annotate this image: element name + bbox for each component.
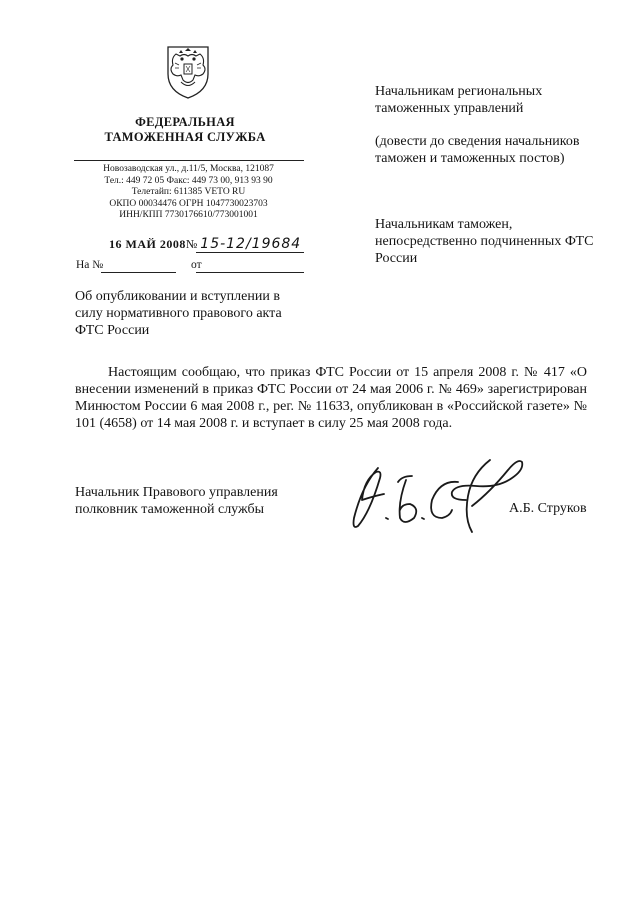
addressee-regional: Начальникам региональных таможенных управлений xyxy=(375,84,543,116)
signatory-name: А.Б. Струков xyxy=(509,501,587,516)
reference-number-line xyxy=(101,272,176,273)
contact-line: ОКПО 00034476 ОГРН 1047730023703 xyxy=(109,198,268,209)
reference-date-line xyxy=(196,272,304,273)
subject-heading: Об опубликовании и вступлении в силу нормативного правового акта ФТС России xyxy=(75,289,282,338)
contact-line: Тел.: 449 72 05 Факс: 449 73 00, 913 93 90 xyxy=(104,175,273,186)
registration-date: 16 МАЙ 2008 xyxy=(109,237,186,251)
header-divider xyxy=(74,160,304,161)
registration-line xyxy=(76,236,301,252)
signatory-title xyxy=(75,484,335,518)
signatory-position: Начальник Правового управления xyxy=(75,485,278,500)
registration-number: 15-12/19684 xyxy=(200,236,302,252)
registration-underline xyxy=(196,252,304,253)
letter-body xyxy=(75,364,587,432)
addressee-customs: Начальникам таможен, непосредственно подчиненных ФТС России xyxy=(375,217,594,266)
registration-number-label: № xyxy=(185,237,198,251)
org-name-line2: ТАМОЖЕННАЯ СЛУЖБА xyxy=(104,130,266,144)
signatory-rank: полковник таможенной службы xyxy=(75,502,265,517)
contact-line: Телетайп: 611385 VETO RU xyxy=(131,187,246,198)
contact-line: Новозаводская ул., д.11/5, Москва, 121087 xyxy=(103,164,274,174)
contact-block xyxy=(76,164,301,222)
addressee-note: (довести до сведения начальников таможен и таможенных постов) xyxy=(375,134,580,166)
contact-line: ИНН/КПП 7730176610/773001001 xyxy=(119,210,258,221)
reference-row xyxy=(76,259,202,271)
org-name-line1: ФЕДЕРАЛЬНАЯ xyxy=(135,115,235,129)
reference-date-label: от xyxy=(191,259,202,271)
body-paragraph: Настоящим сообщаю, что приказ ФТС России от 15 апреля 2008 г. № 417 «О внесении изменений в приказ ФТС России от 24 мая 2006 г. № 469» зарегистрирован Минюстом России 6 мая 2008 г., рег. № 11633, опубликован в «Российской газете» № 101 (4658) от 14 мая 2008 г. и вступает в силу 25 мая 2008 года. xyxy=(75,365,587,431)
handwritten-signature xyxy=(340,456,530,546)
reference-number-label: На № xyxy=(76,259,104,271)
coat-of-arms-icon xyxy=(163,44,213,100)
